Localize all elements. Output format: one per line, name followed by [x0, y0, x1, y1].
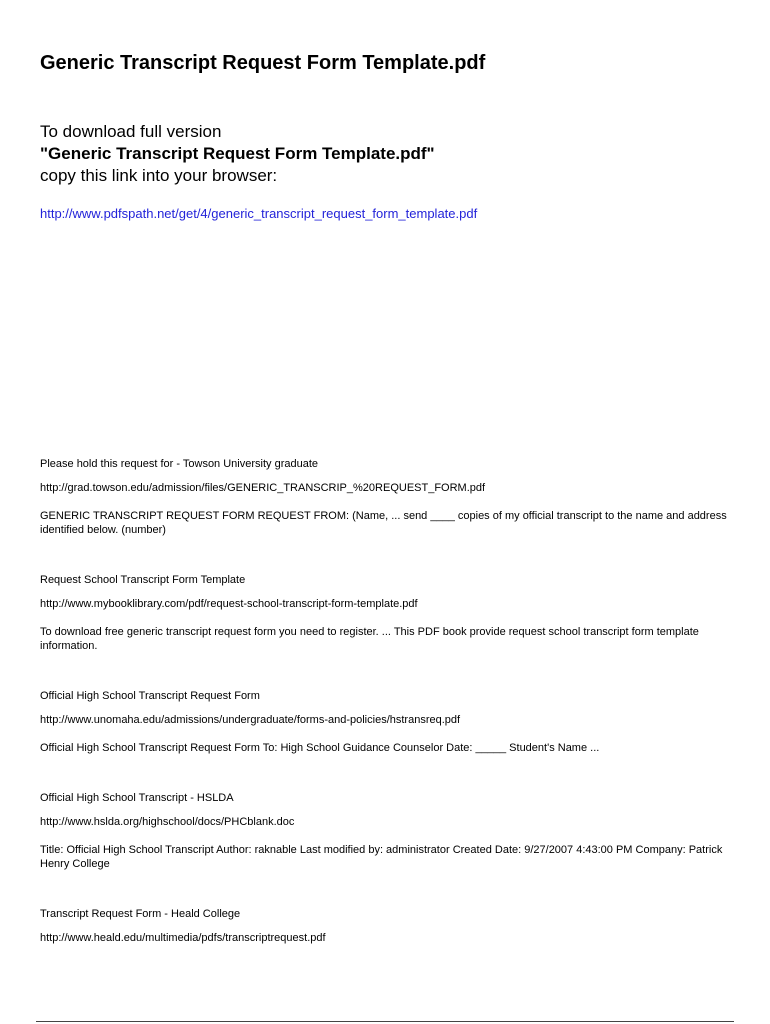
footer-divider: [36, 1021, 734, 1022]
result-item: [40, 791, 746, 871]
result-snippet: GENERIC TRANSCRIPT REQUEST FORM REQUEST FROM: (Name, ... send ____ copies of my official transcript to the name and address identified below. (number): [40, 510, 727, 536]
result-url: http://www.hslda.org/highschool/docs/PHCblank.doc: [40, 816, 295, 828]
result-url: http://grad.towson.edu/admission/files/GENERIC_TRANSCRIP_%20REQUEST_FORM.pdf: [40, 482, 486, 494]
result-title: Transcript Request Form - Heald College: [40, 908, 241, 920]
result-url: http://www.mybooklibrary.com/pdf/request-school-transcript-form-template.pdf: [40, 598, 418, 610]
result-url: http://www.heald.edu/multimedia/pdfs/transcriptrequest.pdf: [40, 932, 326, 944]
page-title: Generic Transcript Request Form Template.pdf: [40, 52, 486, 74]
result-title: Official High School Transcript Request Form: [40, 690, 260, 702]
intro-line: copy this link into your browser:: [40, 166, 278, 185]
intro-line: To download full version: [40, 122, 222, 141]
result-snippet: To download free generic transcript request form you need to register. ... This PDF book provide request school transcript form template information.: [40, 626, 699, 652]
result-item: [40, 907, 746, 945]
intro-document-name: "Generic Transcript Request Form Template.pdf": [40, 144, 435, 163]
result-title: Official High School Transcript - HSLDA: [40, 792, 234, 804]
results-list: [40, 457, 746, 981]
result-snippet: Title: Official High School Transcript Author: raknable Last modified by: administrator Created Date: 9/27/2007 4:43:00 PM Company: Patrick Henry College: [40, 844, 723, 870]
result-snippet: Official High School Transcript Request Form To: High School Guidance Counselor Date: _____ Student's Name ...: [40, 742, 600, 754]
result-item: [40, 457, 746, 537]
download-instructions: [40, 121, 435, 187]
result-item: [40, 689, 746, 755]
download-link[interactable]: http://www.pdfspath.net/get/4/generic_transcript_request_form_template.pdf: [40, 206, 478, 221]
result-item: [40, 573, 746, 653]
result-url: http://www.unomaha.edu/admissions/undergraduate/forms-and-policies/hstransreq.pdf: [40, 714, 461, 726]
result-title: Request School Transcript Form Template: [40, 574, 246, 586]
result-title: Please hold this request for - Towson University graduate: [40, 458, 318, 470]
